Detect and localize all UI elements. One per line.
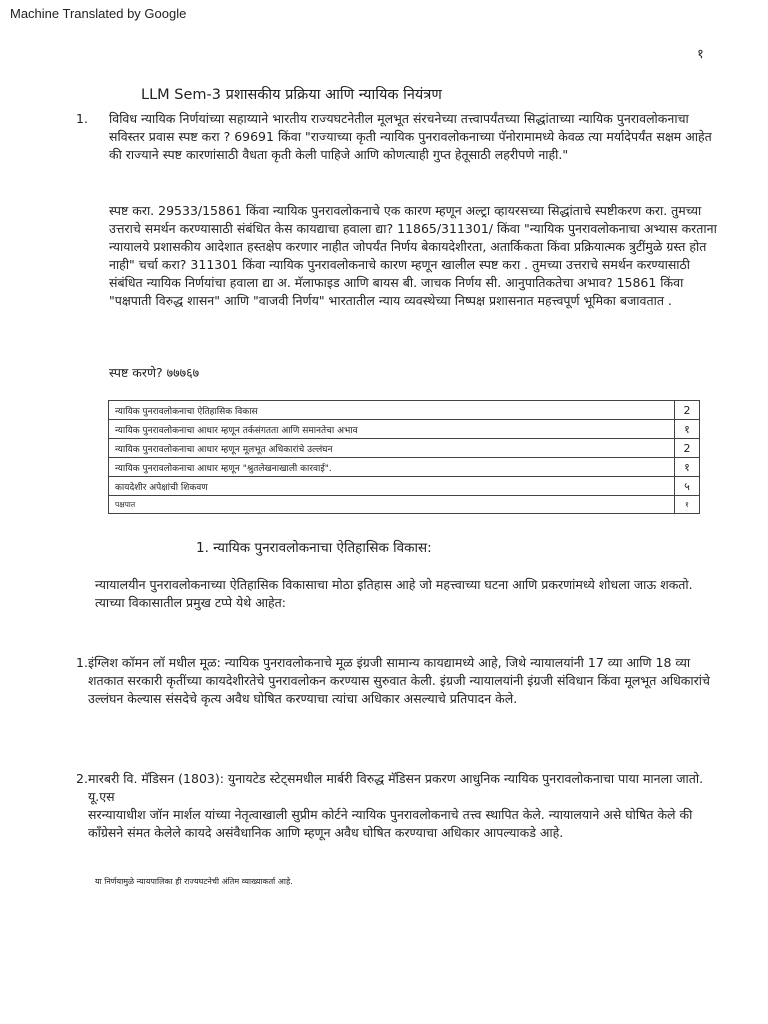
table-row [109, 496, 700, 514]
table-row [109, 458, 700, 477]
section-heading: 1. न्यायिक पुनरावलोकनाचा ऐतिहासिक विकास: [196, 540, 432, 556]
toc-label: न्यायिक पुनरावलोकनाचा आधार म्हणून "श्रुतलेखनाखाली कारवाई". [109, 458, 675, 477]
toc-page: १ [675, 420, 700, 439]
toc-page: १ [675, 496, 700, 514]
table-row [109, 420, 700, 439]
table-row [109, 439, 700, 458]
document-title: LLM Sem-3 प्रशासकीय प्रक्रिया आणि न्यायिक नियंत्रण [141, 87, 442, 103]
toc-page: ५ [675, 477, 700, 496]
toc-page: 2 [675, 401, 700, 420]
machine-translation-banner: Machine Translated by Google [10, 6, 187, 21]
toc-label: न्यायिक पुनरावलोकनाचा ऐतिहासिक विकास [109, 401, 675, 420]
list-item-line-3: सरन्यायाधीश जॉन मार्शल यांच्या नेतृत्वाखाली सुप्रीम कोर्टने न्यायिक पुनरावलोकनाचे तत्त्व स्थापित केले. न्यायालयाने असे घोषित केले की काँग्रेसने संमत केलेले कायदे असंवैधानिक आणि म्हणून अवैध घोषित करण्याचा अधिकार आपल्याकडे आहे. [88, 807, 693, 840]
toc-page: १ [675, 458, 700, 477]
contents-table [108, 400, 700, 514]
footnote: या निर्णयामुळे न्यायपालिका ही राज्यघटनेची अंतिम व्याख्याकर्ता आहे. [95, 877, 293, 886]
table-row [109, 401, 700, 420]
section-intro: न्यायालयीन पुनरावलोकनाच्या ऐतिहासिक विकासाचा मोठा इतिहास आहे जो महत्त्वाच्या घटना आणि प्रकरणांमध्ये शोधला जाऊ शकतो. त्याच्या विकासातील प्रमुख टप्पे येथे आहेत: [95, 577, 693, 610]
toc-page: 2 [675, 439, 700, 458]
paragraph-3: स्पष्ट करणे? ७७७६७ [109, 365, 200, 380]
toc-label: न्यायिक पुनरावलोकनाचा आधार म्हणून तर्कसंगतता आणि समानतेचा अभाव [109, 420, 675, 439]
list-item-line-1: मारबरी वि. मॅडिसन (1803): युनायटेड स्टेट्समधील मार्बरी विरुद्ध मॅडिसन प्रकरण आधुनिक न्यायिक पुनरावलोकनाचा पाया मानला जातो. [88, 771, 704, 786]
list-item [76, 654, 716, 708]
question-text: विविध न्यायिक निर्णयांच्या सहाय्याने भारतीय राज्यघटनेतील मूलभूत संरचनेच्या तत्त्वापर्यंतच्या सिद्धांताच्या न्यायिक पुनरावलोकनाचा सविस्तर प्रवास स्पष्ट करा ? 69691 किंवा "राज्याच्या कृती न्यायिक पुनरावलोकनाच्या पॅनोरामामध्ये केवळ त्या मर्यादेपर्यंत सक्षम आहेत की राज्याने स्पष्ट कारणांसाठी वैधता कृती केली पाहिजे आणि कोणत्याही गुप्त हेतूसाठी लहरीपणे नाही." [109, 111, 712, 162]
list-item-number: 2. [76, 771, 88, 786]
list-item-text: इंग्लिश कॉमन लॉ मधील मूळ: न्यायिक पुनरावलोकनाचे मूळ इंग्रजी सामान्य कायद्यामध्ये आहे, जिथे न्यायालयांनी 17 व्या आणि 18 व्या शतकात सरकारी कृतींच्या कायदेशीरतेचे पुनरावलोकन करण्यास सुरुवात केली. इंग्रजी न्यायालयांनी इंग्रजी संविधान किंवा मूलभूत अधिकारांचे उल्लंघन केल्यास संसदेचे कृत्य अवैध घोषित करण्याचा त्यांचा अधिकार असल्याचे प्रतिपादन केले. [88, 655, 710, 706]
toc-label: कायदेशीर अपेक्षांची शिकवण [109, 477, 675, 496]
question-number: 1. [76, 111, 88, 126]
list-item [76, 770, 716, 842]
table-row [109, 477, 700, 496]
toc-label: न्यायिक पुनरावलोकनाचा आधार म्हणून मूलभूत अधिकारांचे उल्लंघन [109, 439, 675, 458]
list-item-number: 1. [76, 655, 88, 670]
paragraph-2: स्पष्ट करा. 29533/15861 किंवा न्यायिक पुनरावलोकनाचे एक कारण म्हणून अल्ट्रा व्हायरसच्या सिद्धांताचे स्पष्टीकरण करा. तुमच्या उत्तराचे समर्थन करण्यासाठी संबंधित केस कायद्याचा हवाला द्या? 11865/311301/ किंवा "न्यायिक पुनरावलोकनाचा अभ्यास करताना न्यायालये प्रशासकीय आदेशात हस्तक्षेप करणार नाहीत जोपर्यंत निर्णय बेकायदेशीरता, अतार्किकता किंवा प्रक्रियात्मक त्रुटींमुळे ग्रस्त होत नाही" चर्चा करा? 311301 किंवा न्यायिक पुनरावलोकनाचे कारण म्हणून खालील स्पष्ट करा . तुमच्या उत्तराचे समर्थन करण्यासाठी संबंधित न्यायिक निर्णयांचा हवाला द्या अ. मॅलाफाइड आणि बायस बी. जाचक निर्णय सी. आनुपातिकतेचा अभाव? 15861 किंवा "पक्षपाती विरुद्ध शासन" आणि "वाजवी निर्णय" भारतातील न्याय व्यवस्थेच्या निष्पक्ष प्रशासनात महत्त्वपूर्ण भूमिका बजावतात . [109, 203, 717, 308]
question-1 [76, 110, 716, 164]
list-item-line-2: यू.एस [88, 789, 115, 804]
page-number: १ [697, 47, 704, 62]
toc-label: पक्षपात [109, 496, 675, 514]
